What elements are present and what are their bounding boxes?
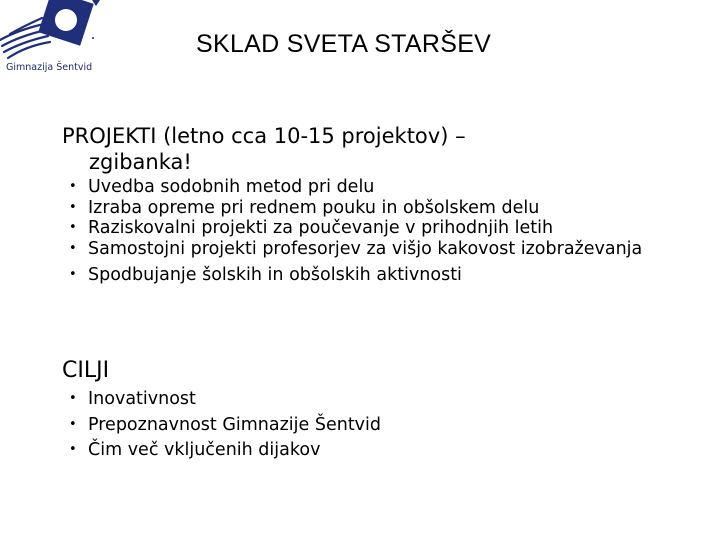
school-logo — [0, 0, 110, 80]
bullet-icon: • — [69, 220, 77, 235]
bullet-icon: • — [69, 416, 77, 432]
list-item: • Uvedba sodobnih metod pri delu — [69, 177, 375, 197]
projects-list — [62, 177, 682, 286]
bullet-icon: • — [69, 179, 77, 194]
bullet-icon: • — [69, 267, 77, 282]
goals-list — [62, 389, 682, 466]
list-item: • Prepoznavnost Gimnazije Šentvid — [69, 414, 382, 435]
projects-heading-line1: PROJEKTI (letno cca 10-15 projektov) – — [62, 124, 466, 148]
projects-heading-line2: zgibanka! — [89, 150, 192, 174]
bullet-icon: • — [69, 199, 77, 215]
bullet-icon: • — [69, 391, 77, 406]
list-item: • Inovativnost — [69, 389, 196, 409]
page-title: SKLAD SVETA STARŠEV — [196, 30, 492, 58]
list-item: • Čim več vključenih dijakov — [69, 440, 321, 460]
goals-heading: CILJI — [62, 358, 110, 383]
list-item: • Samostojni projekti profesorjev za višjo kakovost izobraževanja — [69, 238, 643, 259]
logo-caption: Gimnazija Šentvid — [6, 62, 93, 73]
list-item: • Spodbujanje šolskih in obšolskih aktivnosti — [69, 265, 462, 285]
bullet-icon: • — [69, 442, 77, 457]
list-item: • Raziskovalni projekti za poučevanje v prihodnjih letih — [69, 218, 554, 238]
projects-heading — [62, 123, 662, 175]
bullet-icon: • — [69, 240, 77, 256]
list-item: • Izraba opreme pri rednem pouku in obšolskem delu — [69, 197, 540, 218]
school-logo-icon — [0, 0, 110, 64]
